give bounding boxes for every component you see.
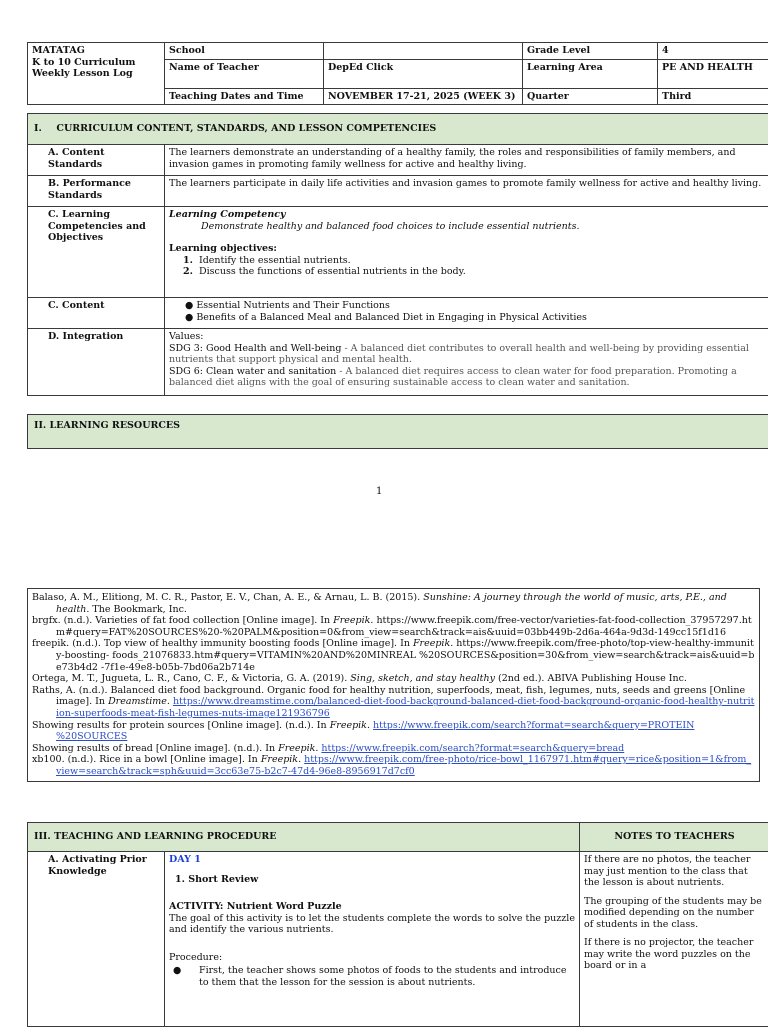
note-item: If there are no photos, the teacher may just mention to the class that the lesson is about nutrients. [584,854,765,889]
content-standards-text: The learners demonstrate an understanding of a healthy family, the roles and responsibilities of family members, and invasion games in promoting family wellness for active and healthy living. [165,145,768,176]
program-line-3: Weekly Lesson Log [32,68,160,80]
reference-link[interactable]: https://www.freepik.com/search?format=search&query=PROTEIN %20SOURCES [56,720,694,743]
program-cell-empty [28,88,165,105]
section-3-header: III. TEACHING AND LEARNING PROCEDURE [28,823,580,852]
section-1-number: I. [34,123,42,134]
objective-item: 2. Discuss the functions of essential nutrients in the body. [169,266,765,278]
bullet-icon: ● [185,300,193,311]
reference-link[interactable]: https://www.freepik.com/free-photo/rice-bowl_1167971.htm#query=rice&position=1&from_view=search&track=sph&uuid=3cc63e75-b2c7-47d4-96e8-8956917d7cf0 [56,754,751,777]
competency-text: Demonstrate healthy and balanced food choices to include essential nutrients. [169,221,765,233]
notes-cell [580,852,768,1027]
content-item: ● Benefits of a Balanced Meal and Balanced Diet in Engaging in Physical Activities [185,312,765,324]
activity-title: ACTIVITY: Nutrient Word Puzzle [169,901,575,913]
performance-standards-label: B. Performance Standards [28,176,165,207]
reference-item: Showing results of bread [Online image]. (n.d.). In Freepik. https://www.freepik.com/search?format=search&query=bread [32,743,755,755]
activity-text: The goal of this activity is to let the students complete the words to solve the puzzle and identify the various nutrients. [169,913,575,936]
program-title [28,43,165,89]
reference-link[interactable]: https://www.dreamstime.com/balanced-diet-food-background-balanced-diet-food-background-organic-food-healthy-nutrition-superfoods-meat-fish-legumes-nuts-image121936796 [56,696,754,719]
area-value: PE AND HEALTH [658,59,768,88]
teacher-label: Name of Teacher [165,59,324,88]
content-item: ● Essential Nutrients and Their Functions [185,300,765,312]
activating-label: A. Activating Prior Knowledge [28,852,165,1027]
section-1-table [27,113,768,396]
competencies-label: C. Learning Competencies and Objectives [28,207,165,298]
reference-item: freepik. (n.d.). Top view of healthy immunity boosting foods [Online image]. In Freepik. https://www.freepik.com/free-photo/top-view-healthy-immunity-boosting- foods_21076833.htm#query=VITAMIN%20AND%20MINREAL %20SOURCES&position=30&from_view=search&track=ais&uuid=be73b4d2 -7f1e-49e8-b05b-7bd06a2b714e [32,638,755,673]
objective-item: 1. Identify the essential nutrients. [169,255,765,267]
section-2-table [27,414,768,449]
sdg6-text: SDG 6: Clean water and sanitation - A balanced diet requires access to clean water for food preparation. Promoting a balanced diet aligns with the goal of ensuring sustainable access to clean water and sanitation. [169,366,765,389]
dates-label: Teaching Dates and Time [165,88,324,105]
integration-cell [165,329,768,396]
competency-title: Learning Competency [169,209,765,221]
quarter-label: Quarter [523,88,658,105]
reference-link[interactable]: https://www.freepik.com/search?format=search&query=bread [321,743,624,754]
performance-standards-text: The learners participate in daily life activities and invasion games to promote family wellness for active and healthy living. [165,176,768,207]
section-2-header: II. LEARNING RESOURCES [28,415,768,449]
grade-label: Grade Level [523,43,658,60]
day-label: DAY 1 [169,854,575,866]
school-value [324,43,523,60]
reference-item: xb100. (n.d.). Rice in a bowl [Online image]. In Freepik. https://www.freepik.com/free-photo/rice-bowl_1167971.htm#query=rice&position=1&from_view=search&track=sph&uuid=3cc63e75-b2c7-47d4-96e8-8956917d7cf0 [32,754,755,777]
content-standards-label: A. Content Standards [28,145,165,176]
integration-label: D. Integration [28,329,165,396]
objectives-title: Learning objectives: [169,243,765,255]
short-review: 1. Short Review [169,874,575,886]
content-label: C. Content [28,298,165,329]
procedure-label: Procedure: [169,952,575,964]
reference-item: Raths, A. (n.d.). Balanced diet food background. Organic food for healthy nutrition, superfoods, meat, fish, legumes, nuts, seeds and greens [Online image]. In Dreamstime. https://www.dreamstime.com/balanced-diet-food-background-balanced-diet-food-background-organic-food-healthy-nutrition-superfoods-meat-fish-legumes-nuts-image121936796 [32,685,755,720]
integration-values: Values: [169,331,765,343]
bullet-icon: ● [173,965,181,977]
section-1-header [28,114,768,145]
section-1-title: CURRICULUM CONTENT, STANDARDS, AND LESSON COMPETENCIES [56,123,436,134]
references-box [27,588,760,782]
quarter-value: Third [658,88,768,105]
procedure-item: ● First, the teacher shows some photos of foods to the students and introduce to them that the lesson for the session is about nutrients. [169,965,575,988]
dates-value: NOVEMBER 17-21, 2025 (WEEK 3) [324,88,523,105]
competencies-cell [165,207,768,298]
bullet-icon: ● [185,312,193,323]
activating-cell [165,852,580,1027]
sdg3-text: SDG 3: Good Health and Well-being - A balanced diet contributes to overall health and well-being by providing essential nutrients that support physical and mental health. [169,343,765,366]
program-line-1: MATATAG [32,45,160,57]
reference-item: Showing results for protein sources [Online image]. (n.d.). In Freepik. https://www.freepik.com/search?format=search&query=PROTEIN %20SOURCES [32,720,755,743]
reference-item: brgfx. (n.d.). Varieties of fat food collection [Online image]. In Freepik. https://www.freepik.com/free-vector/varieties-fat-food-collection_37957297.htm#query=FAT%20SOURCES%20-%20PALM&position=0&from_view=search&track=ais&uuid=03bb449b-2d6a-464a-9d3d-149cc15f1d16 [32,615,755,638]
area-label: Learning Area [523,59,658,88]
grade-value: 4 [658,43,768,60]
note-item: If there is no projector, the teacher may write the word puzzles on the board or in a [584,937,765,972]
program-line-2: K to 10 Curriculum [32,57,160,69]
school-label: School [165,43,324,60]
reference-item: Balaso, A. M., Elitiong, M. C. R., Pastor, E. V., Chan, A. E., & Arnau, L. B. (2015). Sunshine: A journey through the world of music, arts, P.E., and health. The Bookmark, Inc. [32,592,755,615]
page-number: 1 [376,486,382,497]
teacher-value: DepEd Click [324,59,523,88]
notes-header: NOTES TO TEACHERS [580,823,768,852]
content-cell [165,298,768,329]
section-3-table [27,822,768,1027]
header-table [27,42,768,105]
reference-item: Ortega, M. T., Jugueta, L. R., Cano, C. F., & Victoria, G. A. (2019). Sing, sketch, and stay healthy (2nd ed.). ABIVA Publishing House Inc. [32,673,755,685]
note-item: The grouping of the students may be modified depending on the number of students in the class. [584,896,765,931]
